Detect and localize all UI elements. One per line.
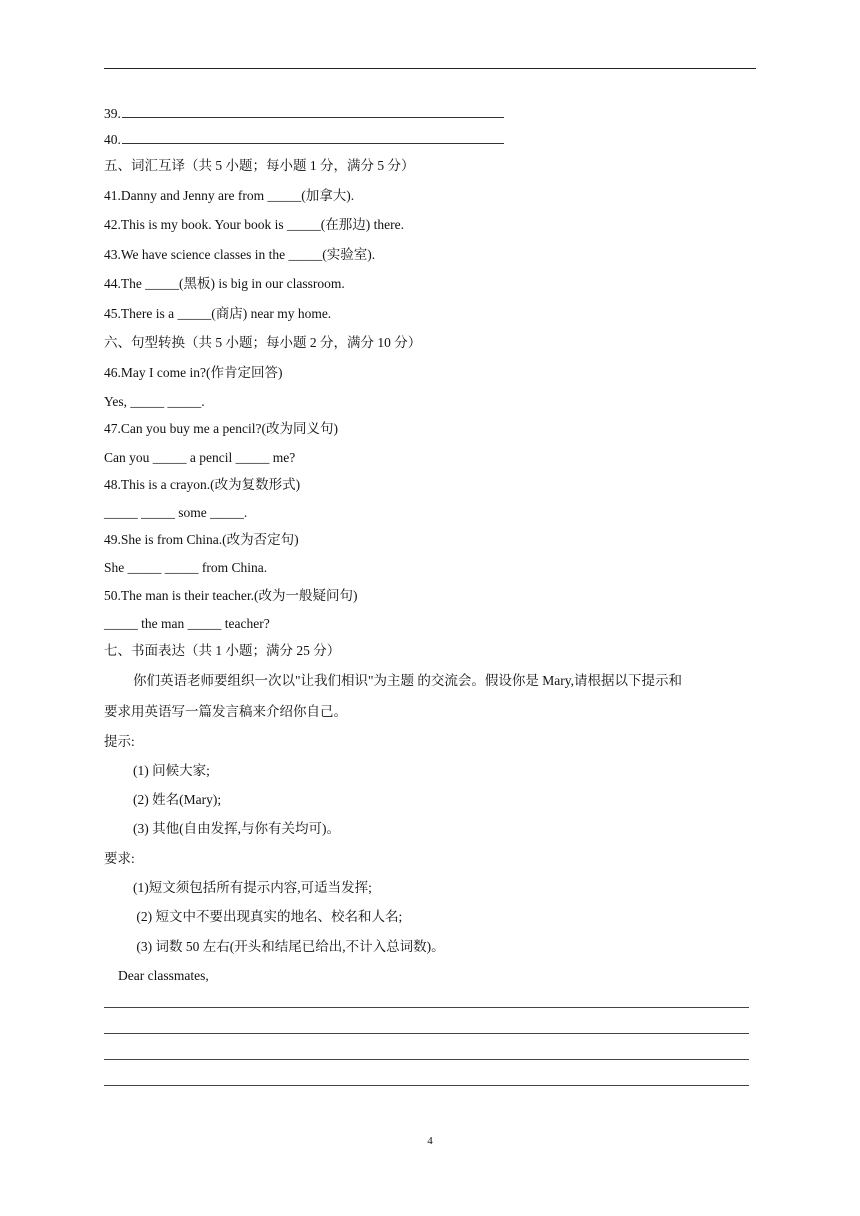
writing-prompt-line1: 你们英语老师要组织一次以"让我们相识"为主题 的交流会。假设你是 Mary,请根据以下提示和 (133, 673, 683, 688)
question-41: 41.Danny and Jenny are from _____(加拿大). (104, 188, 355, 203)
answer-50: _____ the man _____ teacher? (104, 616, 270, 631)
salutation: Dear classmates, (118, 968, 209, 983)
writing-prompt-line2: 要求用英语写一篇发言稿来介绍你自己。 (104, 704, 347, 719)
answer-line-39[interactable] (104, 105, 504, 123)
hint-item: (3) 其他(自由发挥,与你有关均可)。 (133, 821, 340, 836)
requirement-item: (1)短文须包括所有提示内容,可适当发挥; (133, 880, 372, 895)
question-48: 48.This is a crayon.(改为复数形式) (104, 477, 301, 492)
question-number: 40. (104, 132, 121, 147)
page-number: 4 (427, 1135, 433, 1147)
answer-47: Can you _____ a pencil _____ me? (104, 450, 296, 465)
requirement-item: (2) 短文中不要出现真实的地名、校名和人名; (133, 909, 403, 924)
question-42: 42.This is my book. Your book is _____(在那边) there. (104, 217, 404, 232)
answer-48: _____ _____ some _____. (104, 505, 248, 520)
question-number: 39. (104, 106, 121, 121)
answer-46: Yes, _____ _____. (104, 394, 205, 409)
answer-blank[interactable] (122, 142, 504, 144)
writing-line[interactable] (104, 1059, 749, 1060)
question-47: 47.Can you buy me a pencil?(改为同义句) (104, 421, 338, 436)
hint-item: (2) 姓名(Mary); (133, 792, 222, 807)
writing-line[interactable] (104, 1033, 749, 1034)
question-43: 43.We have science classes in the _____(实验室). (104, 247, 376, 262)
hints-label: 提示: (104, 734, 135, 749)
answer-49: She _____ _____ from China. (104, 560, 268, 575)
answer-line-40[interactable] (104, 131, 504, 149)
section-heading-6: 六、句型转换（共 5 小题；每小题 2 分，满分 10 分） (104, 335, 422, 350)
requirements-label: 要求: (104, 851, 135, 866)
answer-blank[interactable] (122, 116, 504, 118)
hint-item: (1) 问候大家; (133, 763, 210, 778)
question-49: 49.She is from China.(改为否定句) (104, 532, 299, 547)
question-46: 46.May I come in?(作肯定回答) (104, 365, 283, 380)
section-heading-7: 七、书面表达（共 1 小题；满分 25 分） (104, 643, 341, 658)
question-44: 44.The _____(黑板) is big in our classroom. (104, 276, 345, 291)
question-45: 45.There is a _____(商店) near my home. (104, 306, 332, 321)
header-rule (104, 68, 756, 69)
requirement-item: (3) 词数 50 左右(开头和结尾已给出,不计入总词数)。 (133, 939, 445, 954)
writing-line[interactable] (104, 1007, 749, 1008)
question-50: 50.The man is their teacher.(改为一般疑问句) (104, 588, 358, 603)
section-heading-5: 五、词汇互译（共 5 小题；每小题 1 分，满分 5 分） (104, 158, 415, 173)
writing-line[interactable] (104, 1085, 749, 1086)
